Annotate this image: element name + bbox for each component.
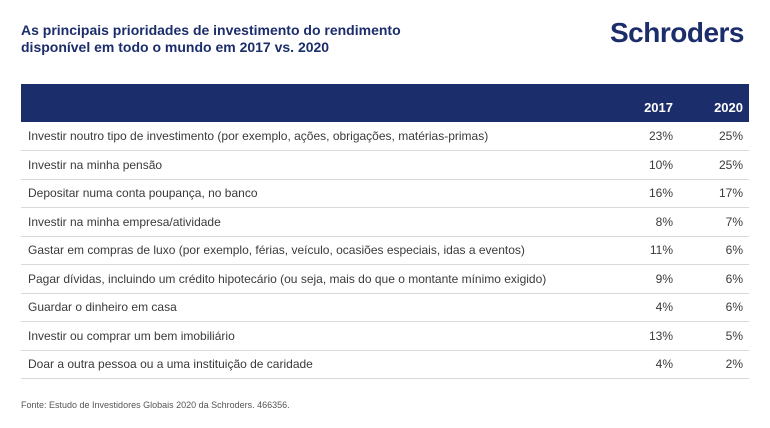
- value-2020: 6%: [725, 271, 743, 286]
- value-2017: 23%: [648, 129, 673, 143]
- value-2017: 4%: [655, 357, 673, 372]
- table-row: [21, 122, 749, 151]
- table-header-row: [21, 84, 749, 122]
- table-row: [21, 236, 749, 265]
- row-label: Doar a outra pessoa ou a uma instituição de caridade: [28, 357, 313, 372]
- value-2020: 6%: [725, 243, 743, 258]
- value-2017: 4%: [655, 300, 673, 315]
- table-row: [21, 151, 749, 180]
- source-note: Fonte: Estudo de Investidores Globais 2020 da Schroders. 466356.: [21, 400, 290, 410]
- column-header-label: [21, 84, 569, 122]
- row-label: Gastar em compras de luxo (por exemplo, férias, veículo, ocasiões especiais, idas a eventos): [28, 243, 525, 258]
- value-2020: 7%: [725, 214, 743, 229]
- row-label: Pagar dívidas, incluindo um crédito hipotecário (ou seja, mais do que o montante mínimo exigido): [28, 271, 547, 286]
- table-row: [21, 322, 749, 351]
- value-2017: 10%: [648, 157, 673, 172]
- row-label: Investir na minha empresa/atividade: [28, 214, 221, 229]
- value-2020: 5%: [725, 328, 743, 343]
- column-header-2020: 2020: [714, 100, 743, 115]
- value-2017: 11%: [649, 243, 673, 258]
- table-row: [21, 293, 749, 322]
- chart-title-line-1: As principais prioridades de investimento do rendimento: [21, 22, 401, 38]
- value-2020: 17%: [718, 186, 743, 201]
- priorities-table: [21, 84, 749, 379]
- value-2020: 2%: [725, 357, 743, 372]
- table-row: [21, 265, 749, 294]
- table-body: [21, 122, 749, 379]
- table-row: [21, 208, 749, 237]
- value-2017: 8%: [655, 214, 673, 229]
- value-2020: 6%: [725, 300, 743, 315]
- value-2020: 25%: [718, 157, 743, 172]
- chart-title: [21, 22, 451, 56]
- value-2017: 9%: [655, 271, 673, 286]
- value-2017: 16%: [648, 186, 673, 201]
- table-row: [21, 350, 749, 379]
- row-label: Investir na minha pensão: [28, 157, 163, 172]
- table-row: [21, 179, 749, 208]
- chart-title-line-2: disponível em todo o mundo em 2017 vs. 2020: [21, 39, 330, 55]
- row-label: Investir ou comprar um bem imobiliário: [28, 328, 235, 343]
- value-2020: 25%: [718, 129, 743, 143]
- row-label: Investir noutro tipo de investimento (por exemplo, ações, obrigações, matérias-primas): [28, 129, 489, 143]
- value-2017: 13%: [648, 328, 673, 343]
- schroders-logo: Schroders: [610, 17, 744, 48]
- column-header-2017: 2017: [644, 100, 673, 115]
- row-label: Guardar o dinheiro em casa: [28, 300, 177, 315]
- row-label: Depositar numa conta poupança, no banco: [28, 186, 258, 201]
